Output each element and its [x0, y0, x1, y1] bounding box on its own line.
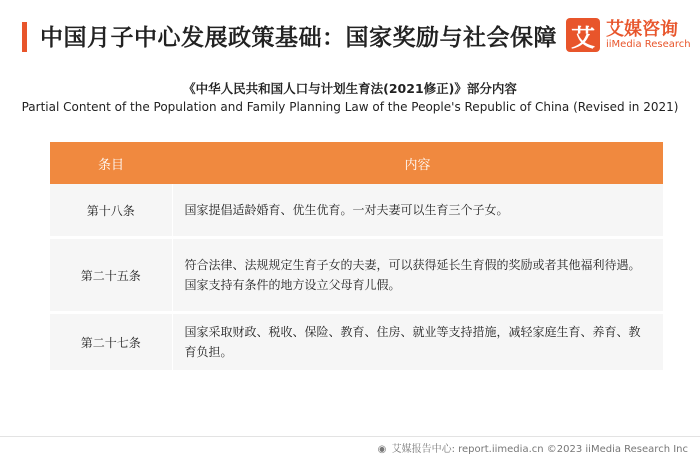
logo-name-cn: 艾媒咨询	[606, 19, 678, 40]
row-content: 符合法律、法规规定生育子女的夫妻，可以获得延长生育假的奖励或者其他福利待遇。国家支持有条件的地方设立父母育儿假。	[172, 238, 663, 313]
column-header-content: 内容	[172, 142, 663, 184]
footer-divider	[0, 436, 700, 437]
footer-text: 艾媒报告中心: report.iimedia.cn ©2023 iiMedia Research Inc	[391, 444, 688, 455]
subtitle-en: Partial Content of the Population and Family Planning Law of the People's Republic of China (Revised in 2021)	[21, 100, 679, 114]
page-title: 中国月子中心发展政策基础：国家奖励与社会保障	[40, 25, 557, 51]
table-row	[50, 238, 663, 313]
table-row	[50, 184, 663, 238]
row-content: 国家采取财政、税收、保险、教育、住房、就业等支持措施，减轻家庭生育、养育、教育负担。	[172, 313, 663, 371]
subtitle-cn: 《中华人民共和国人口与计划生育法(2021修正)》部分内容	[183, 81, 517, 96]
table-row	[50, 313, 663, 371]
logo-name-en: iiMedia Research	[606, 39, 691, 50]
row-content: 国家提倡适龄婚育、优生优育。一对夫妻可以生育三个子女。	[172, 184, 663, 238]
logo-badge-icon: 艾	[566, 18, 600, 52]
row-item-label: 第十八条	[50, 184, 172, 238]
table-header-row	[50, 142, 663, 184]
title-accent-bar	[22, 22, 27, 52]
policy-table	[50, 142, 663, 370]
column-header-item: 条目	[50, 142, 172, 184]
row-item-label: 第二十七条	[50, 313, 172, 371]
row-item-label: 第二十五条	[50, 238, 172, 313]
brand-logo	[566, 14, 696, 54]
camera-icon: ◉	[377, 444, 387, 455]
footer	[378, 440, 688, 455]
